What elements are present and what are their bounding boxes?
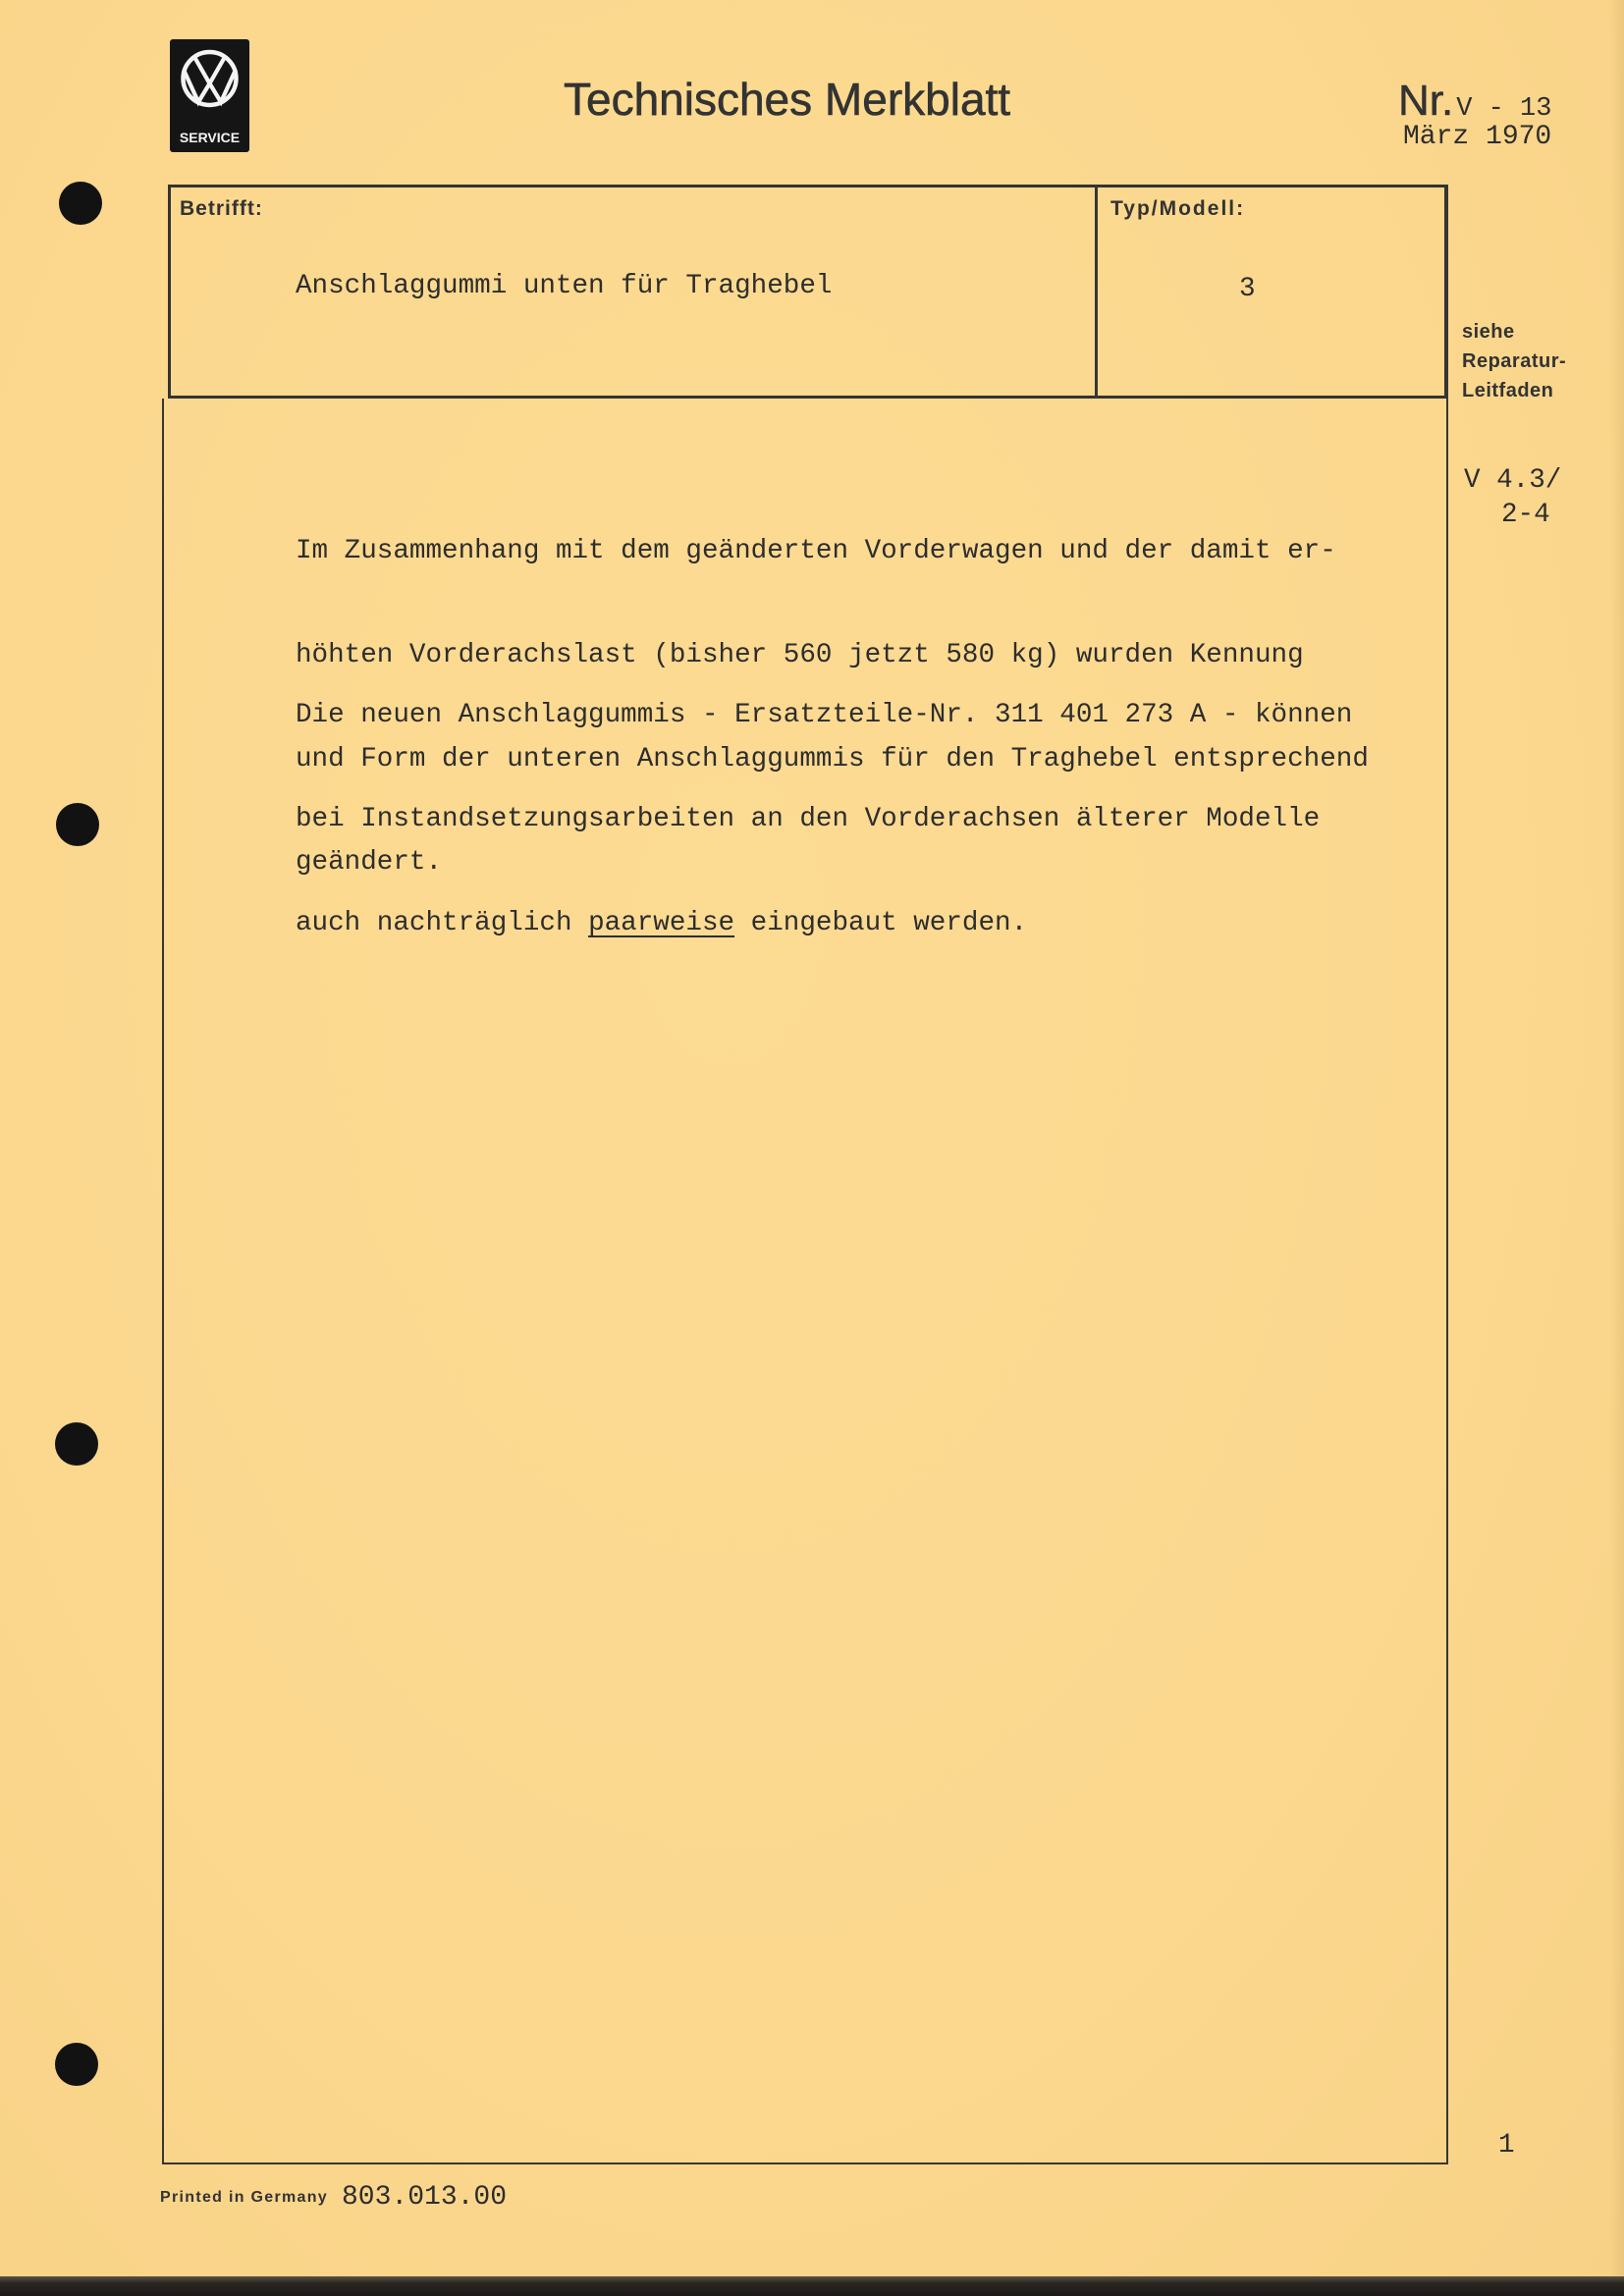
paragraph-line [296, 906, 1352, 940]
scan-bottom-edge [0, 2276, 1624, 2296]
paragraph-line: Die neuen Anschlaggummis - Ersatzteile-Nr. 311 401 273 A - können [296, 700, 1353, 731]
reference-section: V 4.3/ [1464, 465, 1562, 496]
document-number-label: Nr. [1398, 77, 1454, 125]
form-number: 803.013.00 [342, 2182, 508, 2213]
paragraph-line: geändert. [296, 847, 443, 879]
paper-right-edge [1610, 0, 1624, 2276]
page-number: 1 [1498, 2130, 1515, 2161]
paragraph-text: eingebaut werden. [734, 907, 1028, 938]
printed-in-germany: Printed in Germany [160, 2189, 328, 2206]
paragraph-line: höhten Vorderachslast (bisher 560 jetzt 580 kg) wurden Kennung [296, 640, 1304, 671]
reference-section: 2-4 [1501, 500, 1550, 530]
punch-hole [55, 2043, 98, 2086]
underlined-emphasis: paarweise [588, 907, 735, 938]
typ-modell-value: 3 [1239, 274, 1256, 304]
paragraph-text: auch nachträglich [296, 907, 589, 938]
subject-box-divider [1095, 185, 1098, 399]
reference-heading-line: Reparatur- [1462, 350, 1567, 372]
paragraph-line: und Form der unteren Anschlaggummis für den Traghebel entsprechend [296, 743, 1369, 774]
document-number [1398, 79, 1551, 124]
document-title: Technisches Merkblatt [564, 74, 1011, 125]
punch-hole [59, 182, 102, 225]
logo-service-text: SERVICE [179, 130, 241, 145]
reference-heading-line: Leitfaden [1462, 380, 1554, 401]
document-number-value: V - 13 [1456, 94, 1552, 124]
punch-hole [56, 803, 99, 846]
body-paragraph-2 [296, 629, 1352, 1009]
vw-service-logo [170, 39, 249, 152]
document-date: März 1970 [1403, 122, 1552, 152]
vw-logo-icon [170, 39, 249, 128]
reference-heading-line: siehe [1462, 321, 1515, 343]
frame-bottom-line [162, 2163, 1448, 2164]
punch-hole [55, 1422, 98, 1466]
typ-modell-label: Typ/Modell: [1110, 197, 1246, 220]
paragraph-line: Im Zusammenhang mit dem geänderten Vorderwagen und der damit er- [296, 536, 1336, 567]
frame-left-line [162, 399, 164, 2164]
betrifft-value: Anschlaggummi unten für Traghebel [296, 271, 833, 301]
betrifft-label: Betrifft: [180, 197, 263, 220]
paragraph-line: bei Instandsetzungsarbeiten an den Vorderachsen älterer Modelle [296, 804, 1321, 835]
frame-right-line [1446, 185, 1448, 2164]
